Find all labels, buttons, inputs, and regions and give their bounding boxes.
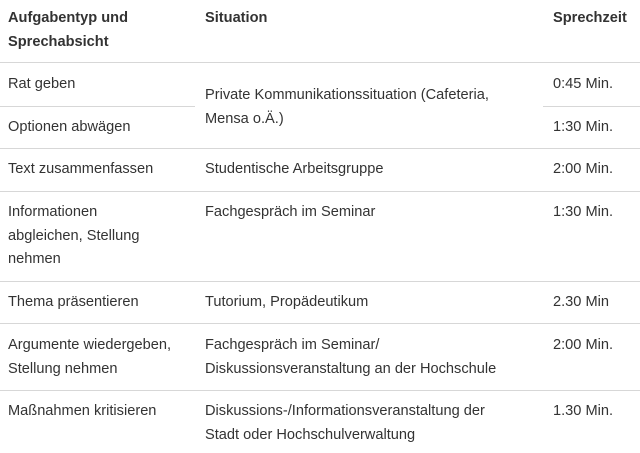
header-speaking-time: Sprechzeit [553, 10, 627, 26]
header-task-type [8, 7, 128, 54]
row-situation-line1: Diskussions-/Informationsveranstaltung der [205, 403, 485, 419]
divider [0, 191, 640, 192]
row-situation-line2: Stadt oder Hochschulverwaltung [205, 426, 416, 443]
row-situation-line1: Private Kommunikationssituation (Cafeteria, [205, 87, 489, 103]
row-task-line3: nehmen [8, 251, 61, 267]
divider [0, 106, 195, 107]
divider [0, 62, 640, 63]
row-task [8, 201, 139, 272]
row-situation-line2: Diskussionsveranstaltung an der Hochschule [205, 360, 497, 377]
row-task-line2: Stellung nehmen [8, 360, 118, 377]
divider [543, 106, 640, 107]
row-task [8, 334, 171, 381]
row-situation-line1: Fachgespräch im Seminar/ [205, 337, 380, 353]
row-time: 0:45 Min. [553, 76, 614, 92]
divider [0, 323, 640, 324]
row-time: 1.30 Min. [553, 403, 614, 419]
row-time: 2:00 Min. [553, 337, 614, 353]
row-task-line2: abgleichen, Stellung [8, 227, 140, 244]
row-situation [205, 84, 489, 131]
row-time: 2:00 Min. [553, 161, 614, 177]
row-task: Maßnahmen kritisieren [8, 403, 157, 419]
header-task-type-line2: Sprechabsicht [8, 33, 109, 50]
header-situation: Situation [205, 10, 268, 26]
row-time: 1:30 Min. [553, 119, 614, 135]
row-time: 2.30 Min [553, 294, 609, 310]
divider [0, 281, 640, 282]
row-situation [205, 400, 485, 447]
row-situation-line2: Mensa o.Ä.) [205, 110, 284, 127]
row-situation: Tutorium, Propädeutikum [205, 294, 369, 310]
row-task-line1: Argumente wiedergeben, [8, 337, 172, 353]
row-task-line1: Informationen [8, 204, 98, 220]
header-task-type-line1: Aufgabentyp und [8, 10, 128, 26]
divider [0, 390, 640, 391]
row-task: Text zusammenfassen [8, 161, 154, 177]
row-task: Optionen abwägen [8, 119, 131, 135]
row-task: Rat geben [8, 76, 76, 92]
divider [0, 148, 640, 149]
row-situation: Fachgespräch im Seminar [205, 204, 376, 220]
row-task: Thema präsentieren [8, 294, 139, 310]
row-situation: Studentische Arbeitsgruppe [205, 161, 384, 177]
row-time: 1:30 Min. [553, 204, 614, 220]
row-situation [205, 334, 496, 381]
